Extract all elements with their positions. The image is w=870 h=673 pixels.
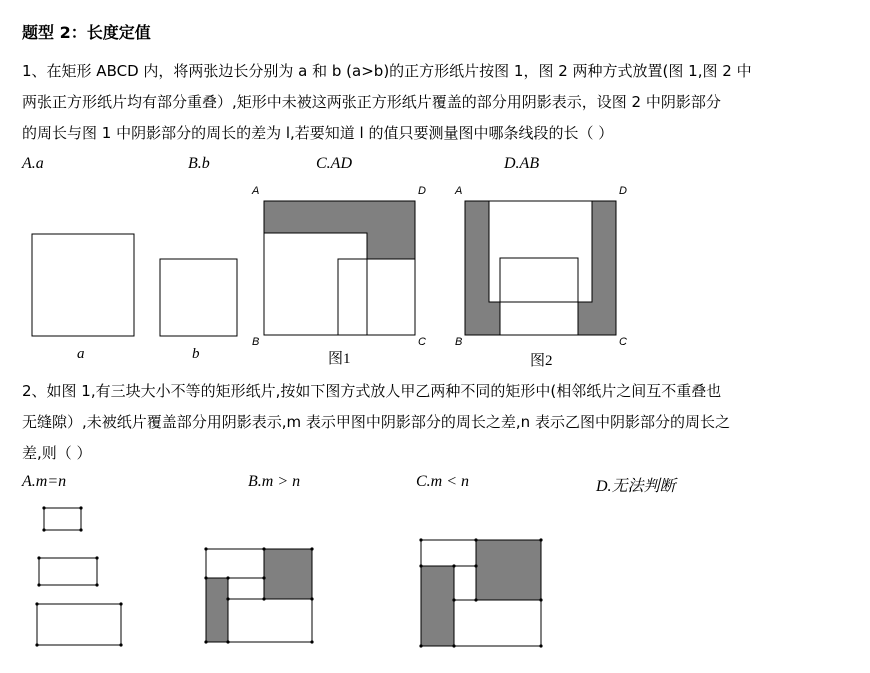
q2-line-3: 差,则（ ） [22,444,92,462]
q1-option-a[interactable]: A.a [22,155,44,172]
q2-line-2: 无缝隙）,未被纸片覆盖部分用阴影表示,m 表示甲图中阴影部分的周长之差,n 表示乙图中阴影部分的周长之 [22,413,730,431]
q2-figure-jia [204,547,313,643]
label-fig2: 图2 [530,353,553,369]
q2-option-c[interactable]: C.m < n [416,473,470,490]
q2-figure-yi [419,538,542,647]
q2-option-d[interactable]: D.无法判断 [596,478,676,495]
q1-option-d[interactable]: D.AB [504,155,540,172]
q2-option-b[interactable]: B.m > n [248,473,301,490]
q1-line-1: 1、在矩形 ABCD 内，将两张边长分别为 a 和 b (a>b)的正方形纸片按图 1，图 2 两种方式放置(图 1,图 2 中 [22,62,752,80]
section-heading: 题型 2：长度定值 [22,23,151,42]
fig2-corner-c: C [619,336,627,348]
label-fig1: 图1 [328,351,351,367]
label-b: b [192,346,200,362]
fig2-corner-a: A [455,185,463,197]
q1-option-b[interactable]: B.b [188,155,210,172]
label-a: a [77,346,85,362]
fig2-corner-d: D [619,185,627,197]
figure-1 [264,201,415,335]
fig1-corner-d: D [418,185,426,197]
q1-line-2: 两张正方形纸片均有部分重叠）,矩形中未被这两张正方形纸片覆盖的部分用阴影表示，设图 2 中阴影部分 [22,93,721,111]
question-2-text [22,376,852,469]
fig1-shaded-region [264,201,415,259]
fig2-shaded-right [578,201,616,335]
q2-option-a[interactable]: A.m=n [22,473,67,490]
q2-figure-1-rectangles [35,506,122,646]
fig2-shaded-left [465,201,500,335]
square-a [32,234,134,336]
q1-option-c[interactable]: C.AD [316,155,352,172]
fig1-corner-c: C [418,336,426,348]
square-b [160,259,237,336]
figure-2 [465,201,616,335]
fig2-corner-b: B [455,336,463,348]
fig1-corner-b: B [252,336,260,348]
q2-line-1: 2、如图 1,有三块大小不等的矩形纸片,按如下图方式放人甲乙两种不同的矩形中(相邻纸片之间互不重叠也 [22,382,722,400]
q1-line-3: 的周长与图 1 中阴影部分的周长的差为 l,若要知道 l 的值只要测量图中哪条线段的长（ ） [22,124,614,142]
fig1-corner-a: A [252,185,260,197]
